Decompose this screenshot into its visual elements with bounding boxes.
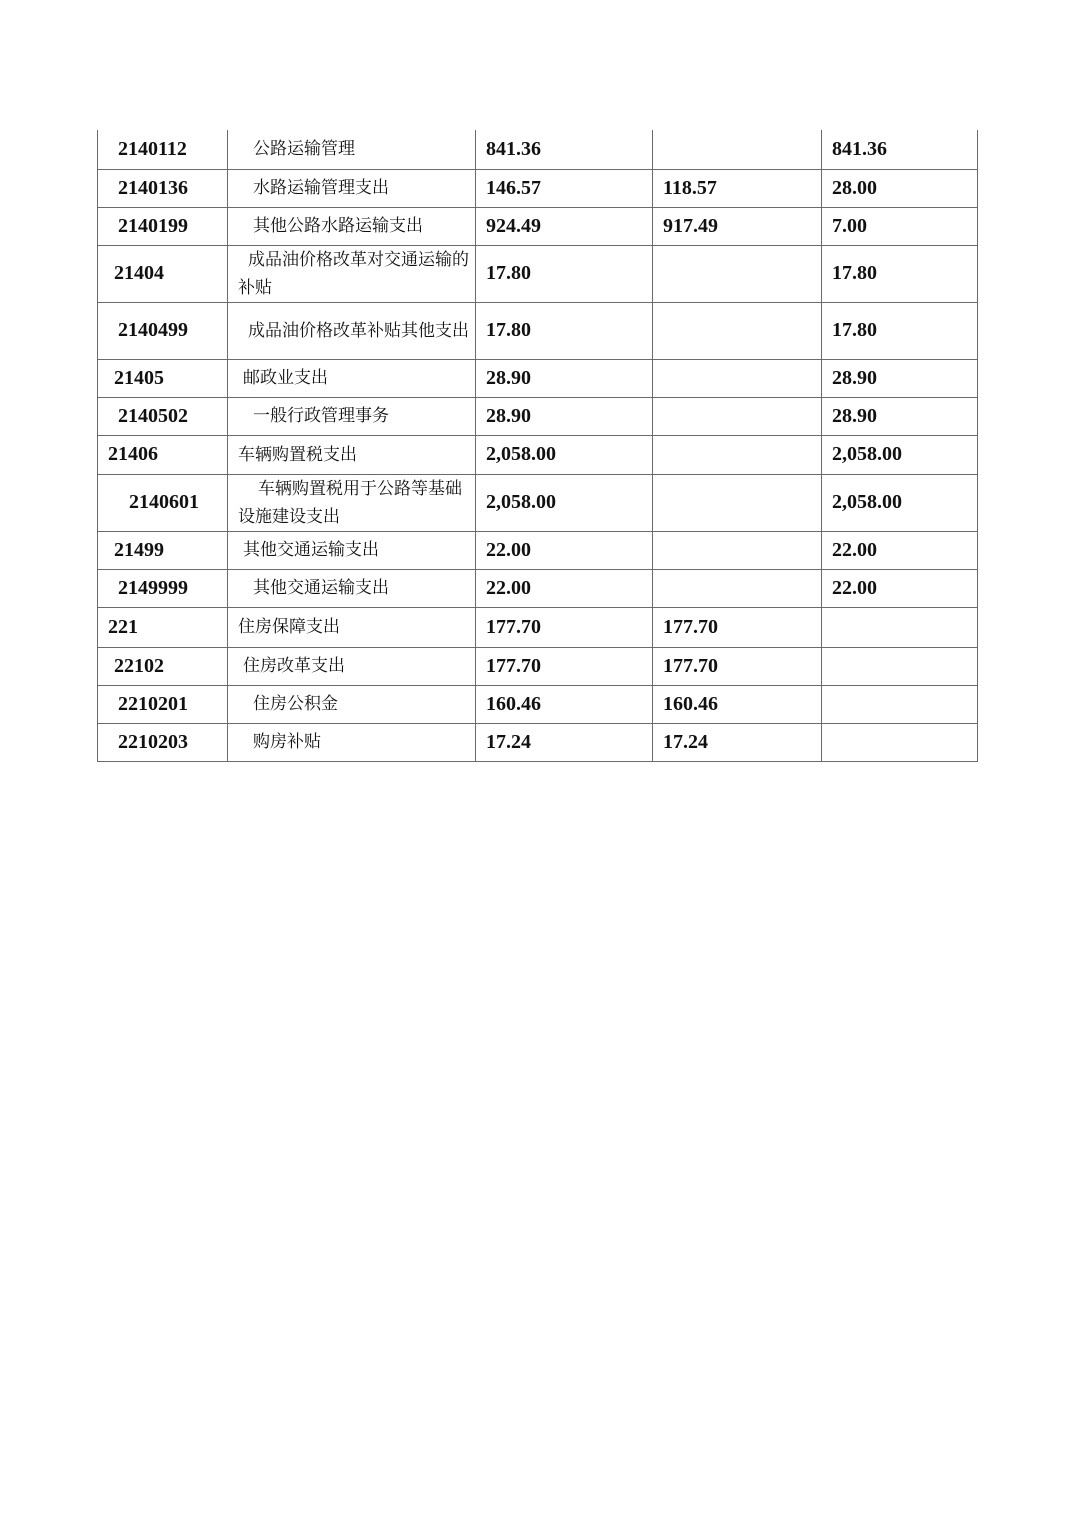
table-row [98, 723, 978, 761]
project-expenditure: 22.00 [822, 531, 978, 569]
subject-code: 2140112 [98, 130, 228, 169]
basic-expenditure: 118.57 [653, 169, 822, 207]
subject-name: 住房保障支出 [228, 607, 476, 647]
subject-name: 成品油价格改革对交通运输的补贴 [228, 245, 476, 302]
subject-code: 2140136 [98, 169, 228, 207]
basic-expenditure: 177.70 [653, 607, 822, 647]
total-amount: 22.00 [476, 531, 653, 569]
project-expenditure: 28.90 [822, 397, 978, 435]
total-amount: 17.80 [476, 302, 653, 359]
subject-name: 成品油价格改革补贴其他支出 [228, 302, 476, 359]
table-row [98, 531, 978, 569]
basic-expenditure: 17.24 [653, 723, 822, 761]
project-expenditure: 17.80 [822, 245, 978, 302]
subject-code: 2210201 [98, 685, 228, 723]
table-row [98, 435, 978, 474]
project-expenditure: 17.80 [822, 302, 978, 359]
subject-code: 2140199 [98, 207, 228, 245]
total-amount: 177.70 [476, 647, 653, 685]
subject-name: 其他公路水路运输支出 [228, 207, 476, 245]
subject-name: 住房公积金 [228, 685, 476, 723]
table-row [98, 130, 978, 169]
subject-code: 2210203 [98, 723, 228, 761]
subject-name: 其他交通运输支出 [228, 569, 476, 607]
table-row [98, 207, 978, 245]
subject-name: 邮政业支出 [228, 359, 476, 397]
total-amount: 924.49 [476, 207, 653, 245]
subject-code: 2140502 [98, 397, 228, 435]
table-row [98, 647, 978, 685]
basic-expenditure [653, 302, 822, 359]
total-amount: 2,058.00 [476, 474, 653, 531]
subject-code: 21404 [98, 245, 228, 302]
table-row [98, 302, 978, 359]
subject-code: 2140601 [98, 474, 228, 531]
table-row [98, 685, 978, 723]
subject-code: 21405 [98, 359, 228, 397]
subject-name: 住房改革支出 [228, 647, 476, 685]
project-expenditure [822, 607, 978, 647]
subject-code: 21499 [98, 531, 228, 569]
project-expenditure [822, 723, 978, 761]
basic-expenditure [653, 130, 822, 169]
subject-code: 22102 [98, 647, 228, 685]
total-amount: 841.36 [476, 130, 653, 169]
total-amount: 17.80 [476, 245, 653, 302]
subject-name: 水路运输管理支出 [228, 169, 476, 207]
total-amount: 2,058.00 [476, 435, 653, 474]
table-row [98, 245, 978, 302]
project-expenditure: 7.00 [822, 207, 978, 245]
basic-expenditure [653, 245, 822, 302]
basic-expenditure: 177.70 [653, 647, 822, 685]
project-expenditure [822, 685, 978, 723]
total-amount: 146.57 [476, 169, 653, 207]
basic-expenditure [653, 531, 822, 569]
project-expenditure: 28.90 [822, 359, 978, 397]
basic-expenditure: 160.46 [653, 685, 822, 723]
table-row [98, 397, 978, 435]
project-expenditure: 2,058.00 [822, 435, 978, 474]
subject-name: 其他交通运输支出 [228, 531, 476, 569]
subject-code: 21406 [98, 435, 228, 474]
total-amount: 22.00 [476, 569, 653, 607]
subject-name: 一般行政管理事务 [228, 397, 476, 435]
table-row [98, 474, 978, 531]
subject-name: 公路运输管理 [228, 130, 476, 169]
total-amount: 28.90 [476, 359, 653, 397]
project-expenditure: 841.36 [822, 130, 978, 169]
basic-expenditure [653, 474, 822, 531]
subject-name: 购房补贴 [228, 723, 476, 761]
basic-expenditure [653, 435, 822, 474]
subject-code: 221 [98, 607, 228, 647]
total-amount: 160.46 [476, 685, 653, 723]
basic-expenditure: 917.49 [653, 207, 822, 245]
table-row [98, 169, 978, 207]
project-expenditure: 28.00 [822, 169, 978, 207]
total-amount: 177.70 [476, 607, 653, 647]
table-row [98, 359, 978, 397]
project-expenditure [822, 647, 978, 685]
subject-name: 车辆购置税支出 [228, 435, 476, 474]
basic-expenditure [653, 569, 822, 607]
basic-expenditure [653, 359, 822, 397]
table-row [98, 607, 978, 647]
project-expenditure: 22.00 [822, 569, 978, 607]
budget-expenditure-table [97, 130, 978, 762]
total-amount: 28.90 [476, 397, 653, 435]
subject-name: 车辆购置税用于公路等基础设施建设支出 [228, 474, 476, 531]
table-row [98, 569, 978, 607]
subject-code: 2140499 [98, 302, 228, 359]
subject-code: 2149999 [98, 569, 228, 607]
total-amount: 17.24 [476, 723, 653, 761]
project-expenditure: 2,058.00 [822, 474, 978, 531]
basic-expenditure [653, 397, 822, 435]
